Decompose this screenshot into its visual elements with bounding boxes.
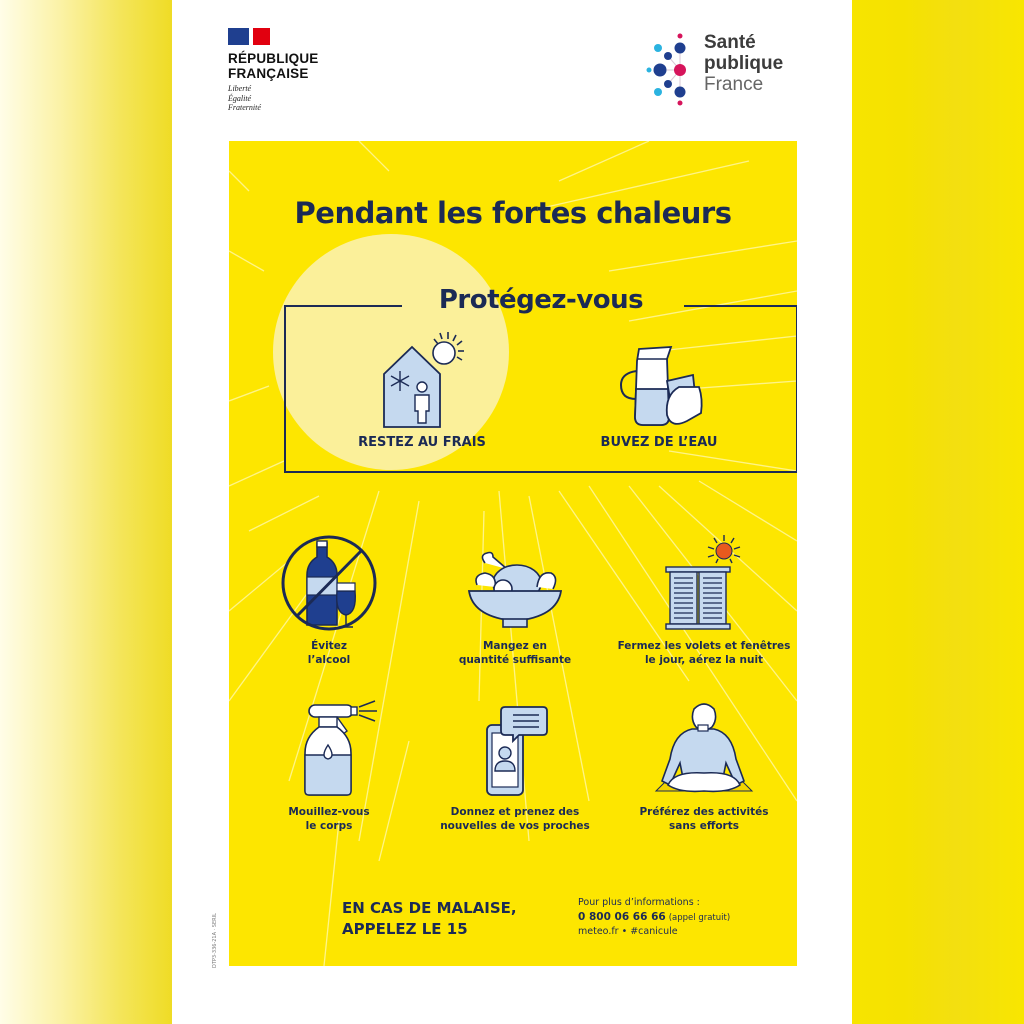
poster [172,0,852,1024]
background-right-blur [852,0,1024,1024]
protect-item-drink-water [559,329,759,450]
food-bowl-icon [465,533,565,633]
tip-label-avoid-alcohol: Évitez l’alcool [307,640,351,666]
protect-item-stay-cool [322,329,522,450]
info-phone-row [578,910,730,925]
tip-label-close-shutters: Fermez les volets et fenêtres le jour, aérez la nuit [617,640,791,666]
info-phone-note: (appel gratuit) [668,913,731,923]
info-label: Pour plus d’informations : [578,897,700,908]
motto-egalite: Égalité [228,93,252,103]
tip-contact-relatives [420,699,610,833]
info-links[interactable]: meteo.fr • #canicule [578,926,678,937]
water-pitcher-icon [609,329,709,429]
sante-publique-france-logo [646,26,806,108]
protect-label-drink-water: BUVEZ DE L’EAU [600,435,718,450]
tip-close-shutters [609,533,797,667]
more-info-block [578,896,730,939]
print-reference: DTP3-336-21A · SERIL [212,913,218,968]
emergency-call-text [342,898,517,940]
poster-header [172,0,852,140]
protect-label-stay-cool: RESTEZ AU FRAIS [358,435,486,450]
shutters-sun-icon [654,533,754,633]
house-cool-icon [372,329,472,429]
spf-line1: Santé [704,32,756,53]
tip-rest [609,699,797,833]
no-alcohol-icon [279,533,379,633]
spf-line2: publique [704,53,784,74]
protect-title: Protégez-vous [438,285,644,315]
tip-label-contact-relatives: Donnez et prenez des nouvelles de vos proches [440,806,590,832]
rf-name-line1: RÉPUBLIQUE [228,51,319,66]
tip-eat-enough [420,533,610,667]
poster-title: Pendant les fortes chaleurs [294,196,732,230]
republique-francaise-logo [228,28,319,113]
tip-label-wet-body: Mouillez-vous le corps [288,806,370,832]
emergency-line2: APPELEZ LE 15 [342,920,468,938]
meditation-icon [654,699,754,799]
tip-label-rest: Préférez des activités sans efforts [639,806,769,832]
info-phone-number[interactable]: 0 800 06 66 66 [578,911,666,923]
background-left-blur [0,0,172,1024]
motto-fraternite: Fraternité [228,103,261,112]
spray-bottle-icon [279,699,379,799]
tip-label-eat-enough: Mangez en quantité suffisante [458,640,572,666]
rf-motto [228,84,319,113]
tip-wet-body [234,699,424,833]
phone-message-icon [465,699,565,799]
emergency-line1: EN CAS DE MALAISE, [342,899,517,917]
marianne-flag-icon [228,28,270,45]
molecule-logo-icon [646,26,706,108]
rf-name-line2: FRANÇAISE [228,66,309,81]
spf-wordmark [704,32,783,95]
poster-yellow-panel [229,141,797,966]
spf-line3: France [704,74,764,95]
tip-avoid-alcohol [234,533,424,667]
motto-liberte: Liberté [228,84,252,93]
